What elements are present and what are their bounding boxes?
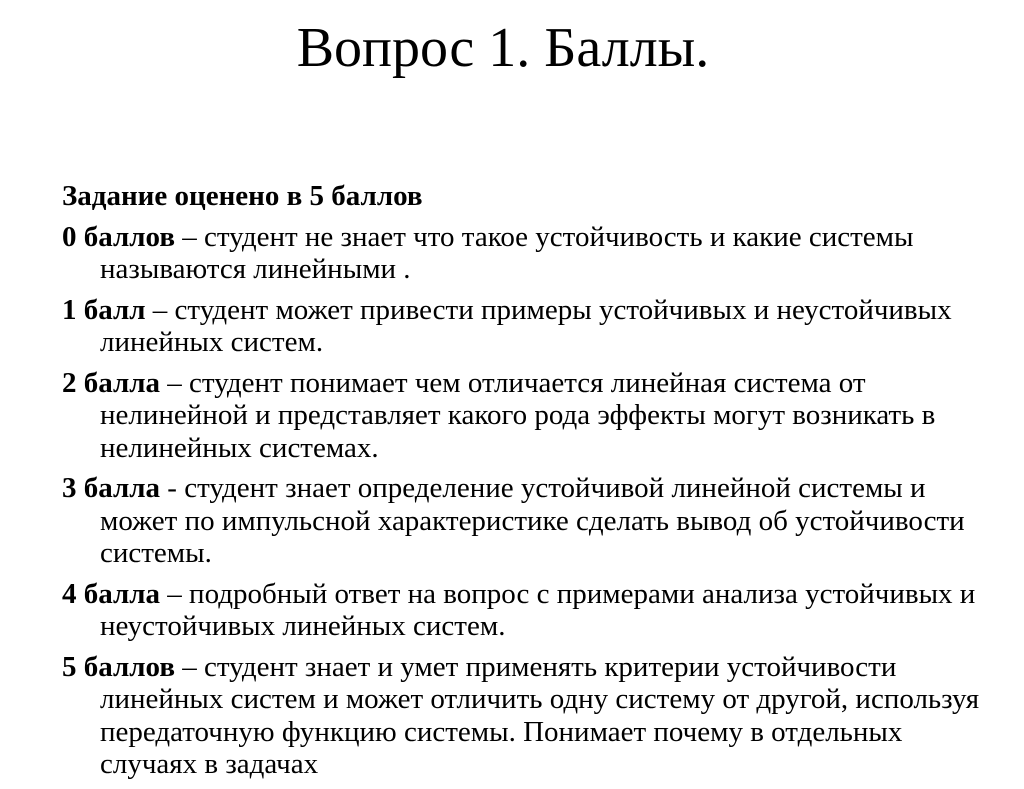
slide-body [62,180,982,789]
grading-description: – подробный ответ на вопрос с примерами анализа устойчивых и неустойчивых линейных систем. [100,577,976,642]
grading-score: 1 балл [62,293,146,326]
grading-score: 0 баллов [62,220,175,253]
grading-heading: Задание оценено в 5 баллов [62,180,423,212]
grading-description: – студент знает и умет применять критерии устойчивости линейных систем и может отличить одну систему от другой, используя передаточную функцию системы. Понимает почему в отдельных случаях в задачах [100,650,980,780]
grading-score: 4 балла [62,577,161,610]
grading-description: – студент не знает что такое устойчивость и какие системы называются линейными . [100,220,914,285]
grading-description: - студент знает определение устойчивой линейной системы и может по импульсной характеристике сделать вывод об устойчивости системы. [100,472,965,569]
grading-score: 5 баллов [62,650,175,683]
grading-score: 2 балла [62,366,161,399]
grading-item-4 [62,578,982,643]
grading-item-1 [62,294,982,359]
grading-item-2 [62,367,982,465]
grading-item-3 [62,472,982,570]
grading-item-5 [62,651,982,781]
grading-score: 3 балла [62,472,161,504]
slide-title: Вопрос 1. Баллы. [296,17,710,79]
grading-item-0 [62,221,982,286]
grading-description: – студент понимает чем отличается линейная система от нелинейной и представляет какого рода эффекты могут возникать в нелинейных системах. [100,366,936,464]
grading-description: – студент может привести примеры устойчивых и неустойчивых линейных систем. [100,293,952,358]
